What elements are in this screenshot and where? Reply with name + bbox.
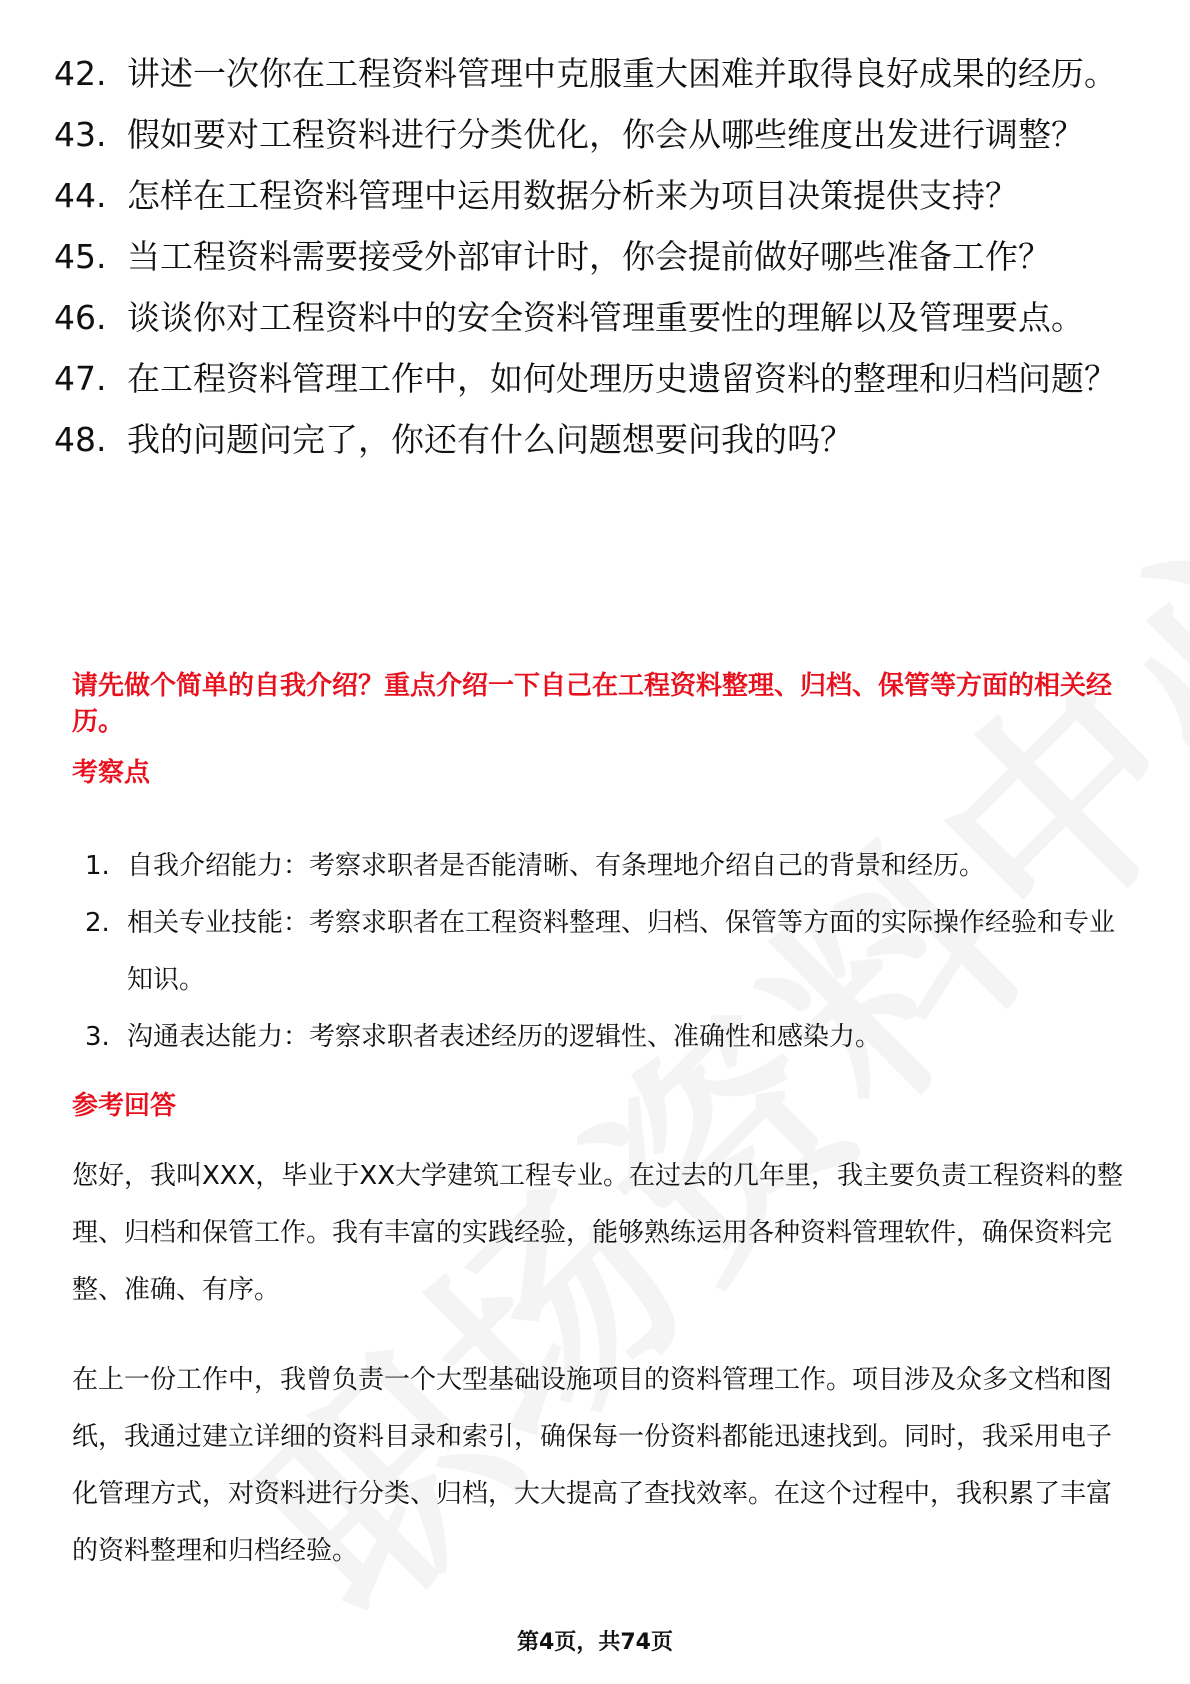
- question-number: 42.: [54, 54, 107, 93]
- question-item: [54, 418, 1134, 462]
- question-text: 谈谈你对工程资料中的安全资料管理重要性的理解以及管理要点。: [127, 298, 1084, 337]
- page-footer: 第4页，共74页: [517, 1630, 673, 1655]
- question-text: 在工程资料管理工作中，如何处理历史遗留资料的整理和归档问题？: [127, 359, 1117, 398]
- point-number: 2.: [85, 908, 110, 938]
- point-text: 沟通表达能力：考察求职者表述经历的逻辑性、准确性和感染力。: [127, 1022, 882, 1052]
- point-number: 1.: [85, 851, 110, 881]
- question-number: 43.: [54, 115, 107, 154]
- question-item: [54, 357, 1134, 401]
- assessment-point: [85, 1009, 1125, 1066]
- point-number: 3.: [85, 1022, 110, 1052]
- question-number: 45.: [54, 237, 107, 276]
- question-text: 当工程资料需要接受外部审计时，你会提前做好哪些准备工作？: [127, 237, 1051, 276]
- question-text: 怎样在工程资料管理中运用数据分析来为项目决策提供支持？: [127, 176, 1018, 215]
- question-number: 48.: [54, 420, 107, 459]
- question-text: 我的问题问完了，你还有什么问题想要问我的吗？: [127, 420, 853, 459]
- answer-heading: 参考回答: [72, 1091, 177, 1121]
- assessment-points-list: [85, 838, 1125, 1066]
- answer-paragraph: 您好，我叫XXX，毕业于XX大学建筑工程专业。在过去的几年里，我主要负责工程资料的整理、归档和保管工作。我有丰富的实践经验，能够熟练运用各种资料管理软件，确保资料完整、准确、有序。: [72, 1161, 1124, 1305]
- question-number: 44.: [54, 176, 107, 215]
- point-text: 相关专业技能：考察求职者在工程资料整理、归档、保管等方面的实际操作经验和专业知识。: [127, 908, 1116, 995]
- kaocha-heading: 考察点: [72, 758, 151, 788]
- question-number: 46.: [54, 298, 107, 337]
- interview-question-heading: 请先做个简单的自我介绍？重点介绍一下自己在工程资料整理、归档、保管等方面的相关经历。: [72, 671, 1113, 737]
- question-item: [54, 235, 1134, 279]
- question-item: [54, 113, 1134, 157]
- question-item: [54, 52, 1134, 96]
- question-text: 假如要对工程资料进行分类优化，你会从哪些维度出发进行调整？: [127, 115, 1084, 154]
- question-list: [54, 52, 1134, 479]
- assessment-point: [85, 895, 1125, 1009]
- question-item: [54, 296, 1134, 340]
- point-text: 自我介绍能力：考察求职者是否能清晰、有条理地介绍自己的背景和经历。: [127, 851, 986, 881]
- answer-paragraph: 在上一份工作中，我曾负责一个大型基础设施项目的资料管理工作。项目涉及众多文档和图纸，我通过建立详细的资料目录和索引，确保每一份资料都能迅速找到。同时，我采用电子化管理方式，对资料进行分类、归档，大大提高了查找效率。在这个过程中，我积累了丰富的资料整理和归档经验。: [72, 1365, 1113, 1566]
- assessment-point: [85, 838, 1125, 895]
- question-item: [54, 174, 1134, 218]
- question-number: 47.: [54, 359, 107, 398]
- question-text: 讲述一次你在工程资料管理中克服重大困难并取得良好成果的经历。: [127, 54, 1117, 93]
